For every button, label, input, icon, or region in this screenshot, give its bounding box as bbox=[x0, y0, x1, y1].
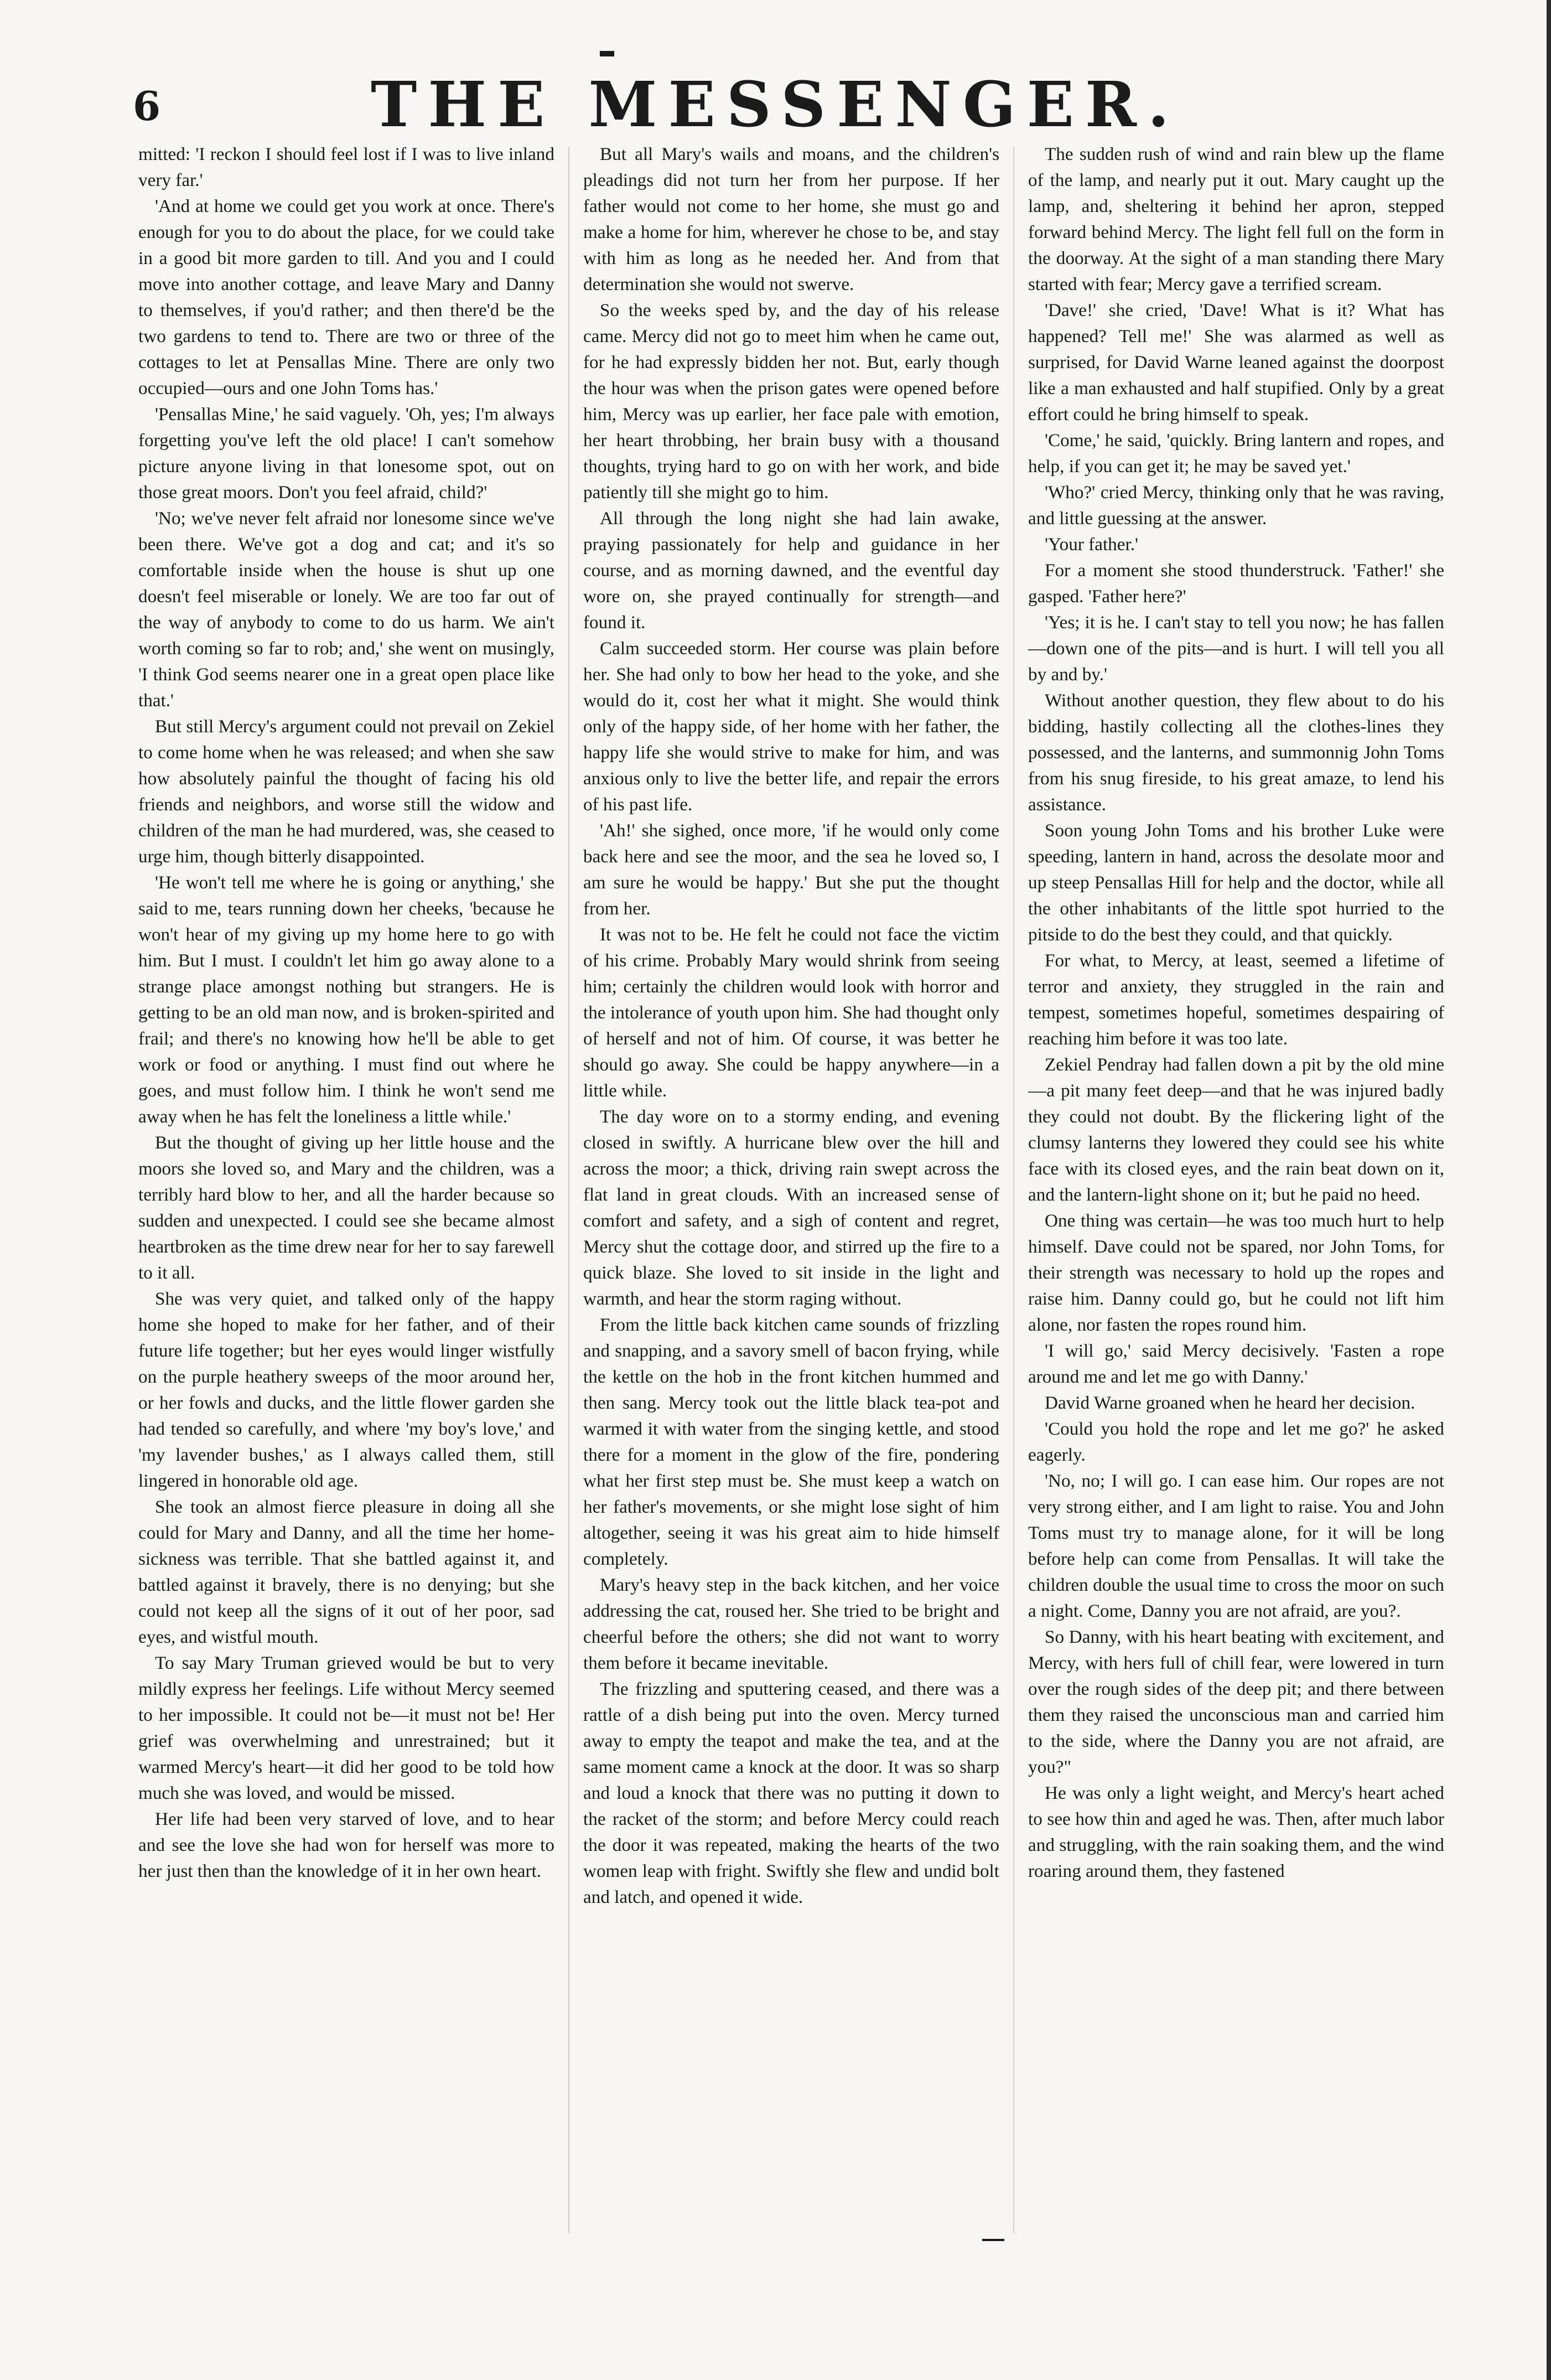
column-2 bbox=[583, 141, 999, 2239]
article-paragraph: 'Dave!' she cried, 'Dave! What is it? What has happened? Tell me!' She was alarmed as well as surprised, for David Warne leaned against the doorpost like a man exhausted and half stupified. Only by a great effort could he bring himself to speak. bbox=[1028, 300, 1444, 425]
column-divider bbox=[568, 147, 569, 2233]
article-paragraph: The frizzling and sputtering ceased, and there was a rattle of a dish being put into the oven. Mercy turned away to empty the teapot and make the tea, and at the same moment came a knock at the door. It was so sharp and loud a knock that there was no putting it down to the racket of the storm; and before Mercy could reach the door it was repeated, making the hearts of the two women leap with fright. Swiftly she flew and undid bolt and latch, and opened it wide. bbox=[583, 1679, 999, 1907]
article-paragraph: David Warne groaned when he heard her decision. bbox=[1045, 1393, 1415, 1413]
article-paragraph: From the little back kitchen came sounds of frizzling and snapping, and a savory smell of bacon frying, while the kettle on the hob in the front kitchen hummed and then sang. Mercy took out the little black tea-pot and warmed it with water from the singing kettle, and stood there for a moment in the glow of the fire, pondering what her first step must be. She must keep a watch on her father's movements, or she might lose sight of him altogether, seeing it was his great aim to hide himself completely. bbox=[583, 1315, 999, 1569]
article-paragraph: She took an almost fierce pleasure in doing all she could for Mary and Danny, and all the time her home-sickness was terrible. That she battled against it, and battled against it bravely, there is no denying; but she could not keep all the signs of it out of her poor, sad eyes, and wistful mouth. bbox=[138, 1497, 554, 1647]
article-paragraph: So Danny, with his heart beating with excitement, and Mercy, with hers full of chill fear, were lowered in turn over the rough sides of the deep pit; and there between them they raised the unconscious man and carried him to the side, where the Danny you are not afraid, are you?" bbox=[1028, 1627, 1444, 1777]
article-paragraph: Her life had been very starved of love, and to hear and see the love she had won for herself was more to her just then than the knowledge of it in her own heart. bbox=[138, 1809, 554, 1881]
column-end-mark bbox=[982, 2239, 1004, 2241]
article-paragraph: But the thought of giving up her little house and the moors she loved so, and Mary and the children, was a terribly hard blow to her, and all the harder because so sudden and unexpected. I could see she became almost heartbroken as the time drew near for her to say farewell to it all. bbox=[138, 1132, 554, 1283]
article-paragraph: One thing was certain—he was too much hurt to help himself. Dave could not be spared, nor John Toms, for their strength was necessary to hold up the ropes and raise him. Danny could go, but he could not lift him alone, nor fasten the ropes round him. bbox=[1028, 1210, 1444, 1335]
article-paragraph: Mary's heavy step in the back kitchen, and her voice addressing the cat, roused her. She tried to be bright and cheerful before the others; she did not want to worry them before it became inevitable. bbox=[583, 1575, 999, 1673]
article-paragraph: 'I will go,' said Mercy decisively. 'Fasten a rope around me and let me go with Danny.' bbox=[1028, 1341, 1444, 1387]
article-paragraph: But still Mercy's argument could not prevail on Zekiel to come home when he was released; and when she saw how absolutely painful the thought of facing his old friends and neighbors, and worse still the widow and children of the man he had murdered, was, she ceased to urge him, though bitterly disappointed. bbox=[138, 716, 554, 867]
newspaper-title: THE MESSENGER. bbox=[371, 69, 1180, 141]
article-paragraph: 'Your father.' bbox=[1045, 534, 1138, 555]
article-paragraph: 'Come,' he said, 'quickly. Bring lantern and ropes, and help, if you can get it; he may be saved yet.' bbox=[1028, 430, 1444, 477]
column-divider bbox=[1013, 147, 1014, 2233]
article-paragraph: 'Pensallas Mine,' he said vaguely. 'Oh, yes; I'm always forgetting you've left the old place! I can't somehow picture anyone living in that lonesome spot, out on those great moors. Don't you feel afraid, child?' bbox=[138, 404, 554, 503]
column-1 bbox=[138, 141, 554, 2239]
page-number: 6 bbox=[133, 82, 161, 130]
article-paragraph: 'Could you hold the rope and let me go?' he asked eagerly. bbox=[1028, 1419, 1444, 1465]
article-paragraph: 'He won't tell me where he is going or anything,' she said to me, tears running down her cheeks, 'because he won't hear of my giving up my home here to go with him. But I must. I couldn't let him go away alone to a strange place amongst nothing but strangers. He is getting to be an old man now, and is broken-spirited and frail; and there's no knowing how he'll be able to get work or food or anything. I must find out where he goes, and must follow him. I think he won't send me away when he has felt the loneliness a little while.' bbox=[138, 872, 554, 1127]
article-paragraph: 'Ah!' she sighed, once more, 'if he would only come back here and see the moor, and the sea he loved so, I am sure he would be happy.' But she put the thought from her. bbox=[583, 820, 999, 919]
article-paragraph: 'Yes; it is he. I can't stay to tell you now; he has fallen—down one of the pits—and is hurt. I will tell you all by and by.' bbox=[1028, 612, 1444, 685]
page-edge-shadow bbox=[1547, 0, 1551, 2380]
article-paragraph: 'No, no; I will go. I can ease him. Our ropes are not very strong either, and I am light to raise. You and John Toms must try to manage alone, for it will be long before help can come from Pensallas. It will take the children double the usual time to cross the moor on such a night. Come, Danny you are not afraid, are you?. bbox=[1028, 1471, 1444, 1621]
article-paragraph: It was not to be. He felt he could not face the victim of his crime. Probably Mary would shrink from seeing him; certainly the children would look with horror and the intolerance of youth upon him. She had thought only of herself and not of him. Of course, it was better he should go away. She could be happy anywhere—in a little while. bbox=[583, 924, 999, 1101]
article-paragraph: The day wore on to a stormy ending, and evening closed in swiftly. A hurricane blew over the hill and across the moor; a thick, driving rain swept across the flat land in great clouds. With an increased sense of comfort and safety, and a sigh of content and regret, Mercy shut the cottage door, and stirred up the fire to a quick blaze. She loved to sit inside in the light and warmth, and hear the storm raging without. bbox=[583, 1106, 999, 1309]
article-paragraph: He was only a light weight, and Mercy's heart ached to see how thin and aged he was. Then, after much labor and struggling, with the rain soaking them, and the wind roaring around them, they fastened bbox=[1028, 1783, 1444, 1881]
article-paragraph: Zekiel Pendray had fallen down a pit by the old mine—a pit many feet deep—and that he was injured badly they could not doubt. By the flickering light of the clumsy lanterns they lowered they could see his white face with its closed eyes, and the rain beat down on it, and the lantern-light shone on it; but he paid no heed. bbox=[1028, 1054, 1444, 1205]
article-paragraph: But all Mary's wails and moans, and the children's pleadings did not turn her from her purpose. If her father would not come to her home, she must go and make a home for him, wherever he chose to be, and stay with him as long as he needed her. And from that determination she would not swerve. bbox=[583, 144, 999, 294]
article-paragraph: For a moment she stood thunderstruck. 'Father!' she gasped. 'Father here?' bbox=[1028, 560, 1444, 607]
article-paragraph: 'And at home we could get you work at once. There's enough for you to do about the place, for we could take in a good bit more garden to till. And you and I could move into another cottage, and leave Mary and Danny to themselves, if you'd rather; and then there'd be the two gardens to tend to. There are two or three of the cottages to let at Pensallas Mine. There are only two occupied—ours and one John Toms has.' bbox=[138, 196, 554, 399]
article-paragraph: The sudden rush of wind and rain blew up the flame of the lamp, and nearly put it out. Mary caught up the lamp, and, sheltering it behind her apron, stepped forward behind Mercy. The light fell full on the form in the doorway. At the sight of a man standing there Mary started with fear; Mercy gave a terrified scream. bbox=[1028, 144, 1444, 294]
article-paragraph: Calm succeeded storm. Her course was plain before her. She had only to bow her head to the yoke, and she would do it, cost her what it might. She would think only of the happy side, of her home with her father, the happy life she would strive to make for him, and was anxious only to live the better life, and repair the errors of his past life. bbox=[583, 638, 999, 815]
column-3 bbox=[1028, 141, 1444, 2239]
article-paragraph: 'Who?' cried Mercy, thinking only that he was raving, and little guessing at the answer. bbox=[1028, 482, 1444, 529]
article-paragraph: All through the long night she had lain awake, praying passionately for help and guidance in her course, and as morning dawned, and the eventful day wore on, she prayed continually for strength—and found it. bbox=[583, 508, 999, 633]
article-paragraph: Without another question, they flew about to do his bidding, hastily collecting all the clothes-lines they possessed, and the lanterns, and summonnig John Toms from his snug fireside, to his great amaze, to lend his assistance. bbox=[1028, 690, 1444, 815]
title-ornament bbox=[600, 51, 614, 56]
article-paragraph: To say Mary Truman grieved would be but to very mildly express her feelings. Life without Mercy seemed to her impossible. It could not be—it must not be! Her grief was overwhelming and unrestrained; but it warmed Mercy's heart—it did her good to be told how much she was loved, and would be missed. bbox=[138, 1653, 554, 1803]
article-paragraph: For what, to Mercy, at least, seemed a lifetime of terror and anxiety, they struggled in the rain and tempest, sometimes hopeful, sometimes despairing of reaching him before it was too late. bbox=[1028, 950, 1444, 1049]
article-paragraph: mitted: 'I reckon I should feel lost if I was to live inland very far.' bbox=[138, 144, 554, 190]
article-columns bbox=[138, 141, 1444, 2239]
article-paragraph: She was very quiet, and talked only of the happy home she hoped to make for her father, and of their future life together; but her eyes would linger wistfully on the purple heathery sweeps of the moor around her, or her fowls and ducks, and the little flower garden she had tended so carefully, and where 'my boy's love,' and 'my lavender bushes,' as I always called them, still lingered in honorable old age. bbox=[138, 1289, 554, 1491]
article-paragraph: So the weeks sped by, and the day of his release came. Mercy did not go to meet him when he came out, for he had expressly bidden her not. But, early though the hour was when the prison gates were opened before him, Mercy was up earlier, her face pale with emotion, her heart throbbing, her brain busy with a thousand thoughts, trying hard to go on with her work, and bide patiently till she might go to him. bbox=[583, 300, 999, 503]
article-paragraph: 'No; we've never felt afraid nor lonesome since we've been there. We've got a dog and cat; and it's so comfortable inside when the house is shut up one doesn't feel miserable or lonely. We are too far out of the way of anybody to come to do us harm. We ain't worth coming so far to rob; and,' she went on musingly, 'I think God seems nearer one in a great open place like that.' bbox=[138, 508, 554, 711]
article-paragraph: Soon young John Toms and his brother Luke were speeding, lantern in hand, across the desolate moor and up steep Pensallas Hill for help and the doctor, while all the other inhabitants of the little spot hurried to the pitside to do the best they could, and that quickly. bbox=[1028, 820, 1444, 945]
